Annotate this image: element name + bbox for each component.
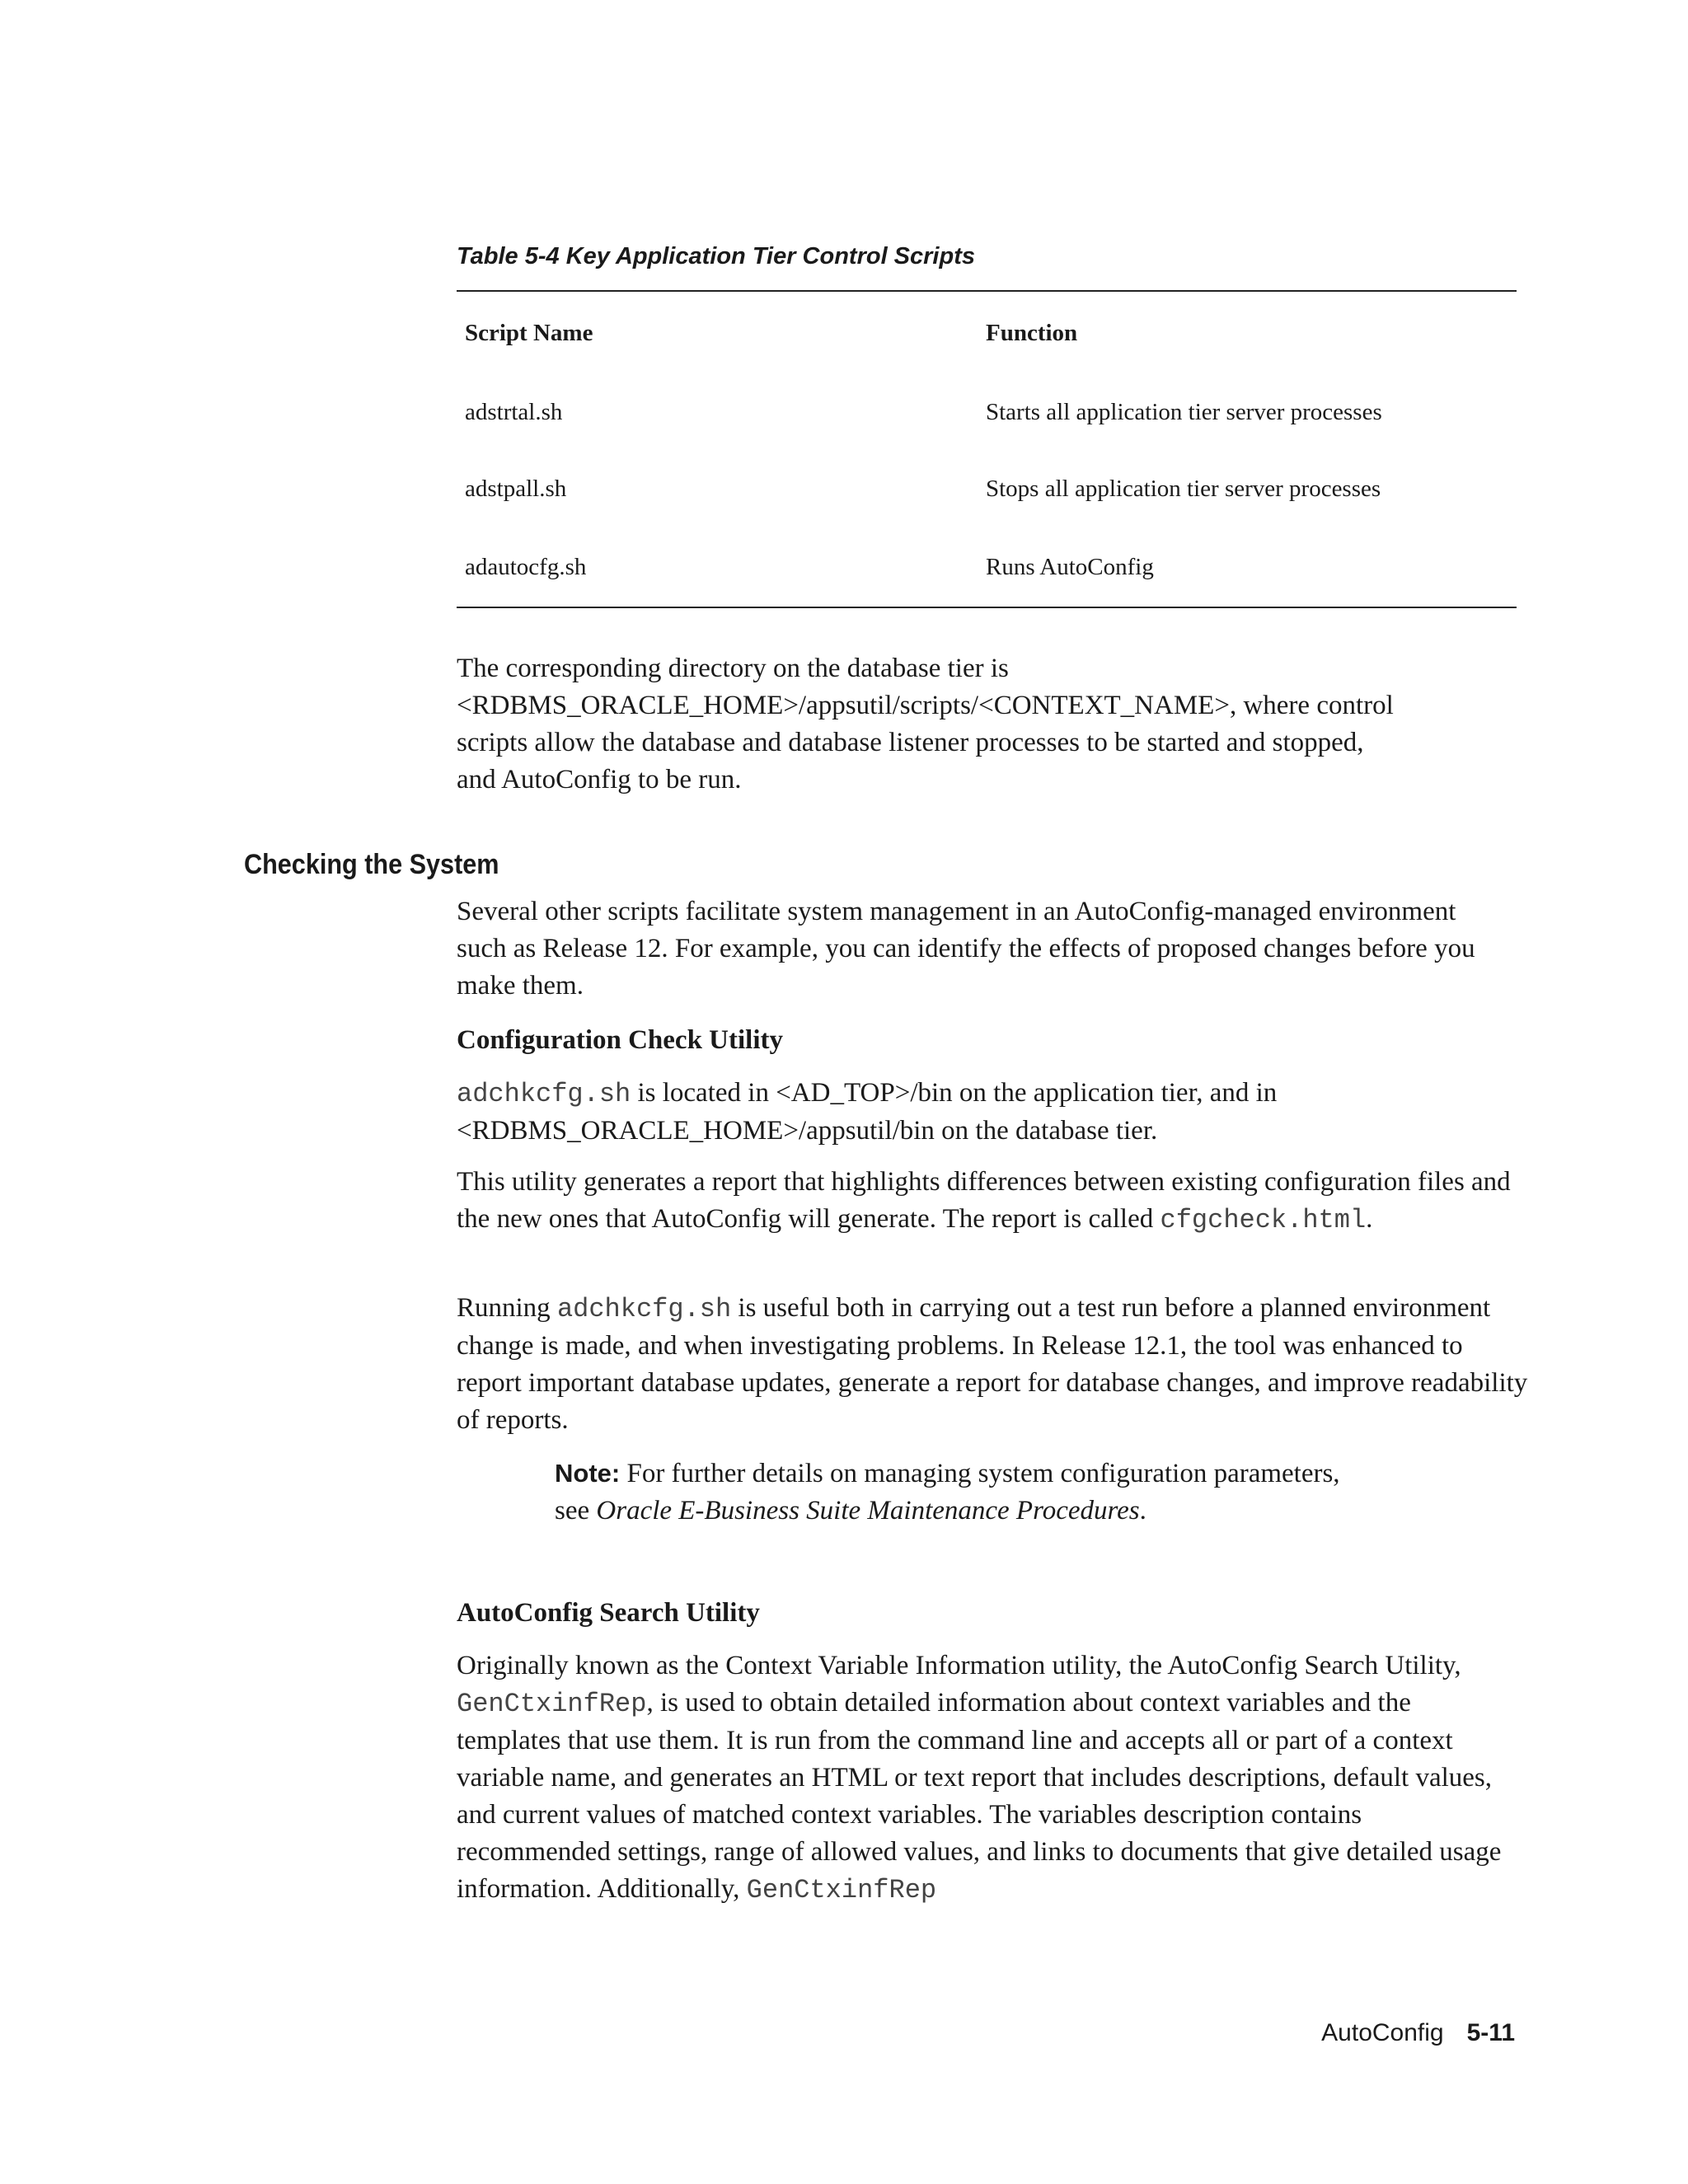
paragraph-text: is located in <AD_TOP>/bin on the application tier, and in <RDBMS_ORACLE_HOME>/appsutil/bin on the database tier. bbox=[457, 1078, 1278, 1146]
intro-line-4: and AutoConfig to be run. bbox=[457, 765, 742, 794]
control-scripts-table bbox=[457, 290, 1517, 608]
section-paragraph-1 bbox=[457, 893, 1487, 1005]
intro-line-1: The corresponding directory on the database tier is bbox=[457, 654, 1009, 683]
config-check-paragraph-1 bbox=[457, 1075, 1503, 1150]
config-check-paragraph-2 bbox=[457, 1164, 1528, 1239]
search-utility-heading: AutoConfig Search Utility bbox=[457, 1598, 760, 1628]
code-adchkcfg: adchkcfg.sh bbox=[556, 1294, 732, 1324]
note-end: . bbox=[1139, 1496, 1146, 1526]
function-cell: Runs AutoConfig bbox=[986, 553, 1154, 580]
config-check-paragraph-3 bbox=[457, 1290, 1528, 1439]
footer-chapter: AutoConfig bbox=[1321, 2019, 1444, 2046]
table-row bbox=[457, 374, 1517, 451]
note-block bbox=[555, 1455, 1379, 1530]
code-genctxinfrep: GenCtxinfRep bbox=[457, 1689, 647, 1719]
header-script-name: Script Name bbox=[465, 319, 593, 346]
page-number: 5-11 bbox=[1466, 2019, 1515, 2046]
script-name-cell: adstrtal.sh bbox=[465, 399, 563, 425]
code-genctxinfrep: GenCtxinfRep bbox=[746, 1875, 937, 1905]
intro-line-2: <RDBMS_ORACLE_HOME>/appsutil/scripts/<CONTEXT_NAME>, where control bbox=[457, 691, 1394, 720]
paragraph-text: Originally known as the Context Variable Information utility, the AutoConfig Search Utility, bbox=[457, 1651, 1461, 1680]
page-footer bbox=[1321, 2019, 1515, 2047]
table-row bbox=[457, 527, 1517, 607]
table-header-row bbox=[457, 292, 1517, 374]
script-name-cell: adautocfg.sh bbox=[465, 553, 587, 580]
function-cell: Starts all application tier server processes bbox=[986, 399, 1382, 425]
note-reference: Oracle E-Business Suite Maintenance Procedures bbox=[596, 1496, 1140, 1526]
search-utility-paragraph bbox=[457, 1647, 1522, 1909]
table-caption: Table 5-4 Key Application Tier Control Scripts bbox=[457, 243, 975, 269]
paragraph-text: Running bbox=[457, 1293, 557, 1323]
intro-paragraph bbox=[457, 650, 1520, 799]
section-heading: Checking the System bbox=[244, 849, 499, 880]
paragraph-text: is useful both in carrying out a test run before a planned environment change is made, and when investigating problems. In Release 12.1, the tool was enhanced to report important database updates, generate a report for database changes, and improve readability of reports. bbox=[457, 1293, 1528, 1435]
paragraph-text: This utility generates a report that highlights differences between existing configuration files and the new ones that AutoConfig will generate. The report is called bbox=[457, 1167, 1511, 1234]
paragraph-text: Several other scripts facilitate system management in an AutoConfig-managed environment such as Release 12. For example, you can identify the effects of proposed changes before you make them. bbox=[457, 897, 1475, 1001]
script-name-cell: adstpall.sh bbox=[465, 476, 567, 502]
config-check-heading: Configuration Check Utility bbox=[457, 1025, 783, 1055]
header-function: Function bbox=[986, 319, 1078, 346]
note-label: Note: bbox=[555, 1459, 621, 1488]
intro-line-3: scripts allow the database and database listener processes to be started and stopped, bbox=[457, 728, 1364, 757]
paragraph-text: , is used to obtain detailed information about context variables and the templates that use them. It is run from the command line and accepts all or part of a context variable name, and generates an HTML or text report that includes descriptions, default values, and current values of matched context variables. The variables description contains recommended settings, range of allowed values, and links to documents that give detailed usage information. Additionally, bbox=[457, 1688, 1502, 1904]
code-adchkcfg: adchkcfg.sh bbox=[457, 1079, 631, 1109]
paragraph-end: . bbox=[1366, 1204, 1373, 1234]
note-text: For further details on managing system configuration parameters, see bbox=[555, 1459, 1340, 1526]
table-row bbox=[457, 451, 1517, 527]
function-cell: Stops all application tier server processes bbox=[986, 476, 1381, 502]
code-cfgcheck: cfgcheck.html bbox=[1160, 1205, 1367, 1235]
